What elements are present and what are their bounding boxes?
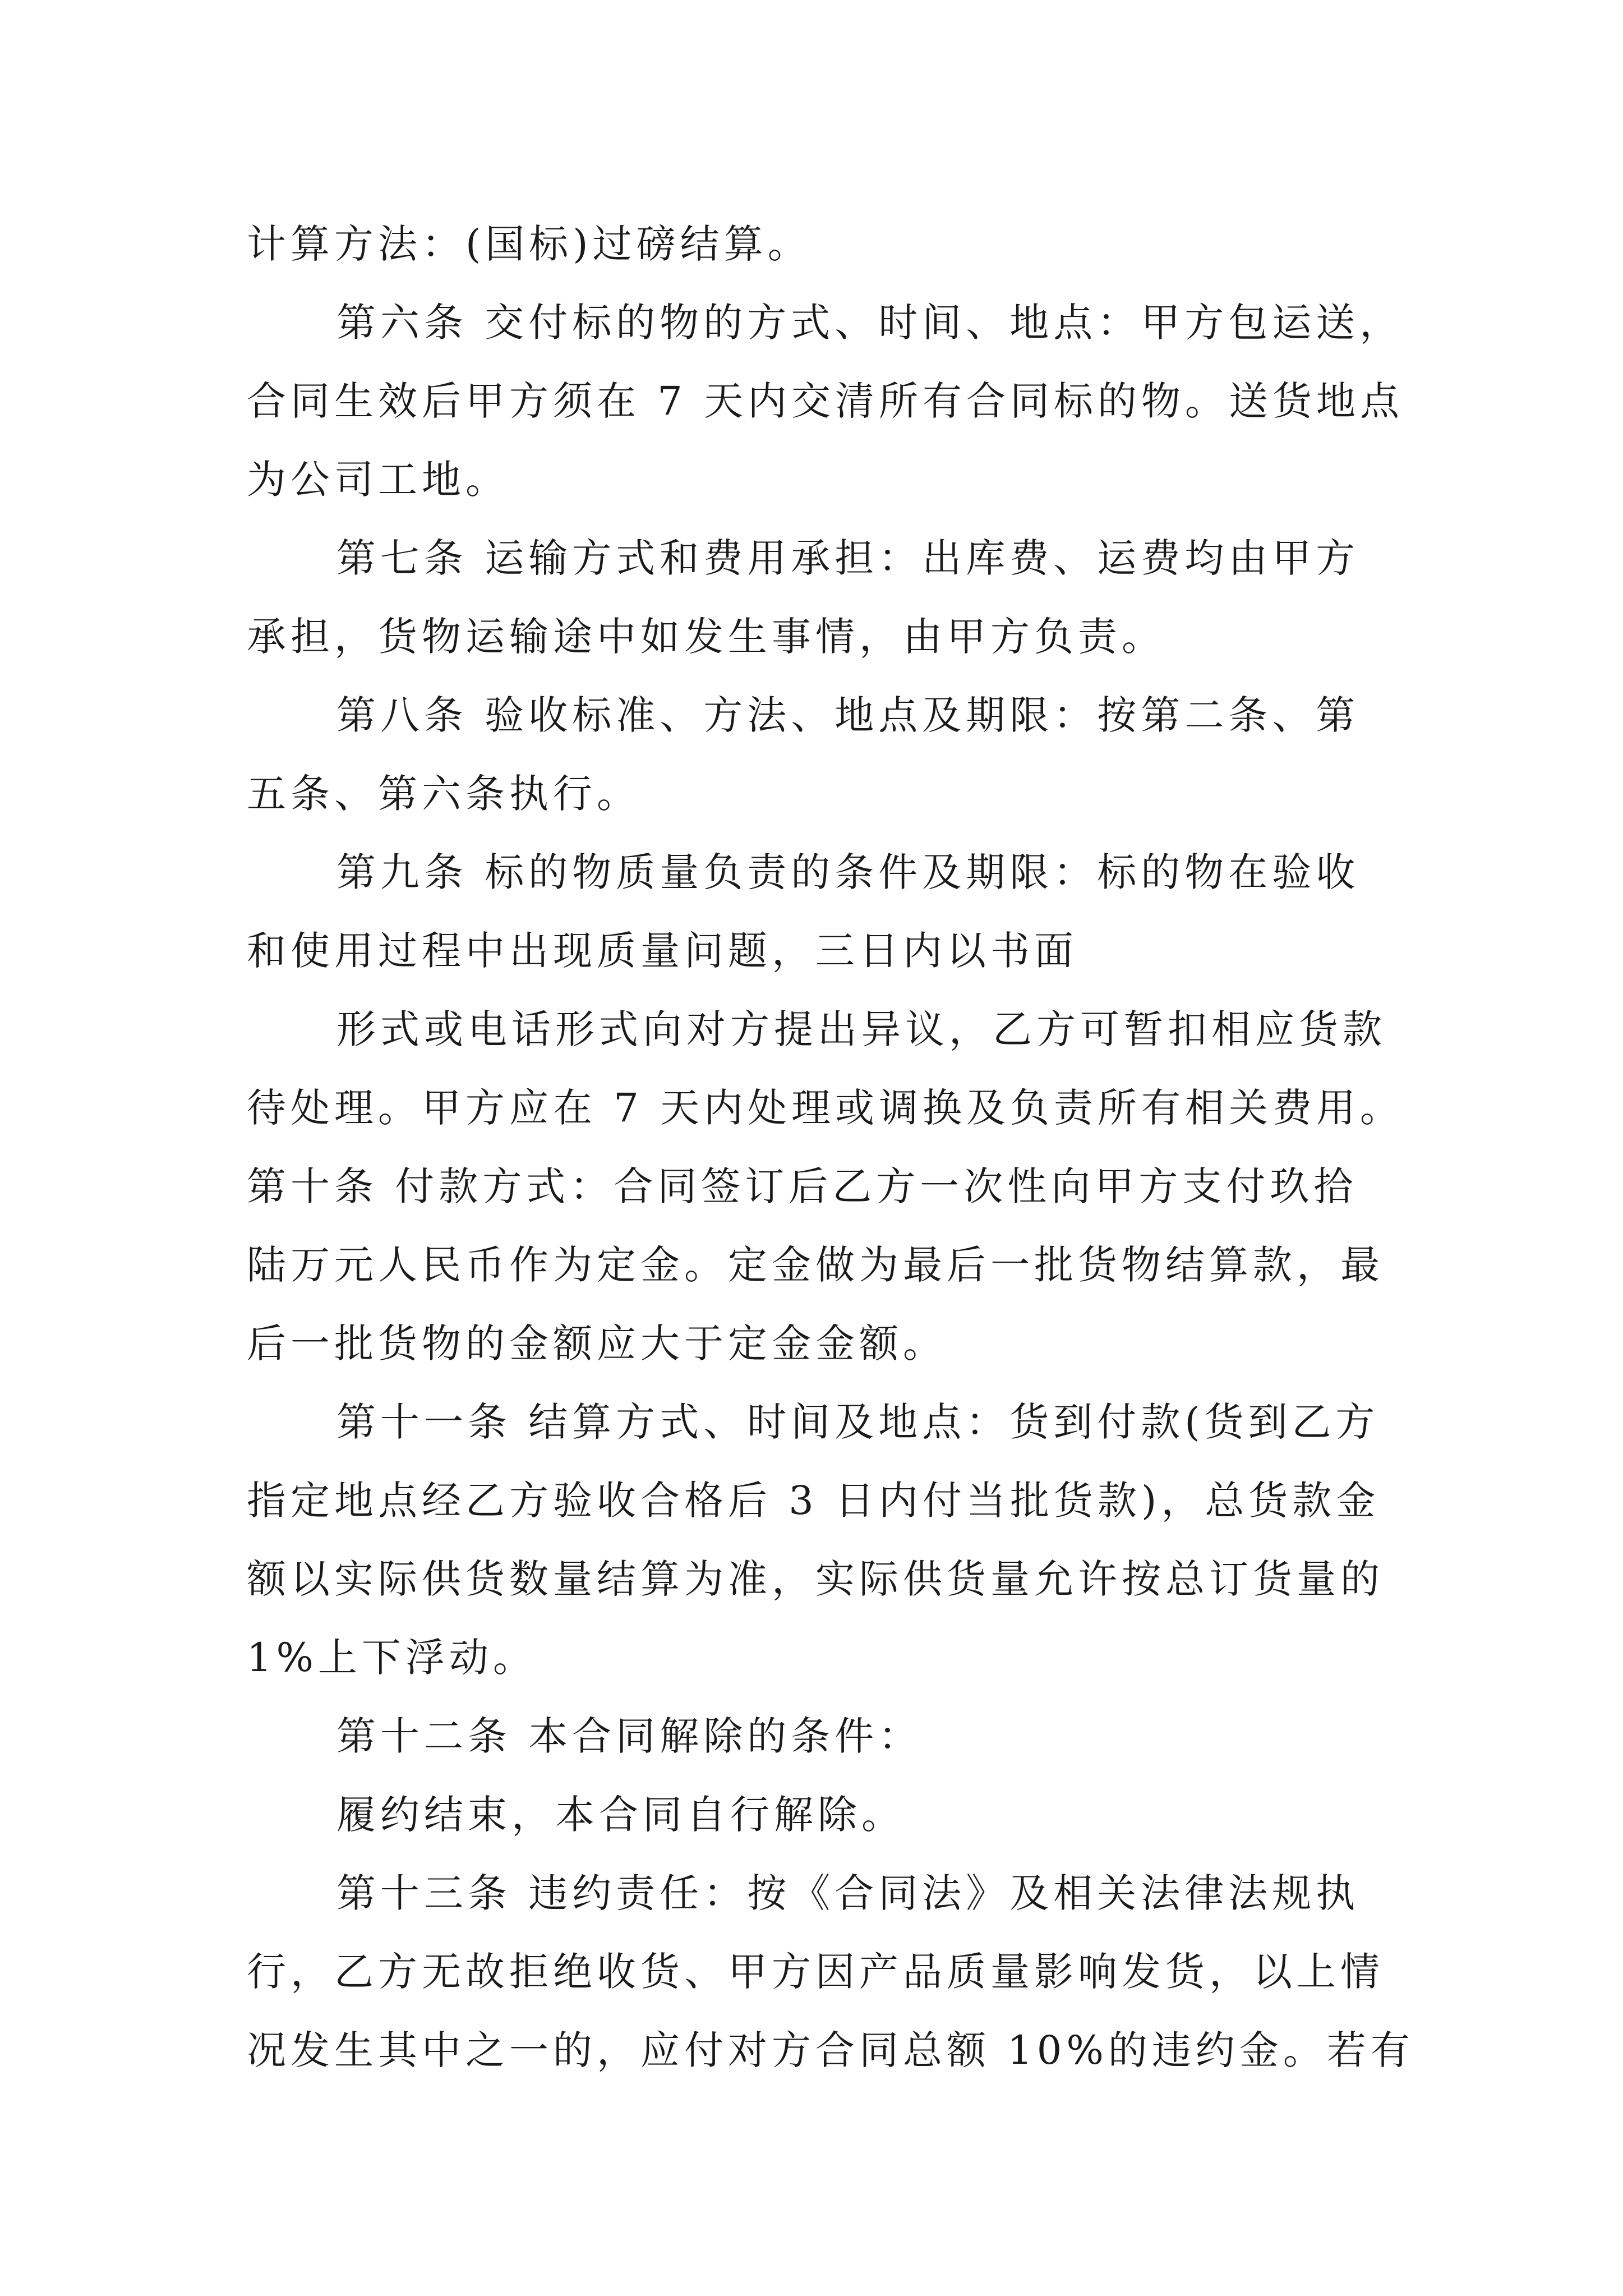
text-line: 第七条 运输方式和费用承担：出库费、运费均由甲方 [336, 535, 1360, 581]
text-line: 第六条 交付标的物的方式、时间、地点：甲方包运送， [336, 300, 1404, 346]
text-line: 待处理。甲方应在 7 天内处理或调换及负责所有相关费用。 [247, 1085, 1404, 1131]
text-line: 第九条 标的物质量负责的条件及期限：标的物在验收 [336, 849, 1360, 895]
text-line: 陆万元人民币作为定金。定金做为最后一批货物结算款，最 [247, 1242, 1384, 1288]
text-line: 第十一条 结算方式、时间及地点：货到付款(货到乙方 [336, 1399, 1380, 1445]
text-line: 履约结束，本合同自行解除。 [336, 1792, 905, 1838]
text-line: 第八条 验收标准、方法、地点及期限：按第二条、第 [336, 692, 1360, 738]
text-line: 后一批货物的金额应大于定金金额。 [247, 1320, 947, 1366]
text-line: 为公司工地。 [247, 457, 509, 503]
text-line: 第十条 付款方式：合同签订后乙方一次性向甲方支付玖拾 [247, 1163, 1358, 1209]
text-line: 第十三条 违约责任：按《合同法》及相关法律法规执 [336, 1870, 1360, 1916]
text-line: 行，乙方无故拒绝收货、甲方因产品质量影响发货，以上情 [247, 1949, 1384, 1995]
text-line: 1%上下浮动。 [247, 1635, 537, 1681]
text-line: 况发生其中之一的，应付对方合同总额 10%的违约金。若有 [247, 2027, 1414, 2073]
text-line: 和使用过程中出现质量问题，三日内以书面 [247, 928, 1078, 974]
text-line: 合同生效后甲方须在 7 天内交清所有合同标的物。送货地点 [247, 378, 1404, 424]
contract-body-text [247, 205, 1414, 2090]
text-line: 承担，货物运输途中如发生事情，由甲方负责。 [247, 614, 1165, 660]
text-line: 指定地点经乙方验收合格后 3 日内付当批货款)，总货款金 [247, 1478, 1380, 1524]
text-line: 计算方法：(国标)过磅结算。 [247, 221, 811, 267]
text-line: 形式或电话形式向对方提出异议，乙方可暂扣相应货款 [336, 1006, 1386, 1052]
text-line: 五条、第六条执行。 [247, 771, 640, 817]
text-line: 额以实际供货数量结算为准，实际供货量允许按总订货量的 [247, 1556, 1384, 1602]
text-line: 第十二条 本合同解除的条件： [336, 1713, 923, 1759]
